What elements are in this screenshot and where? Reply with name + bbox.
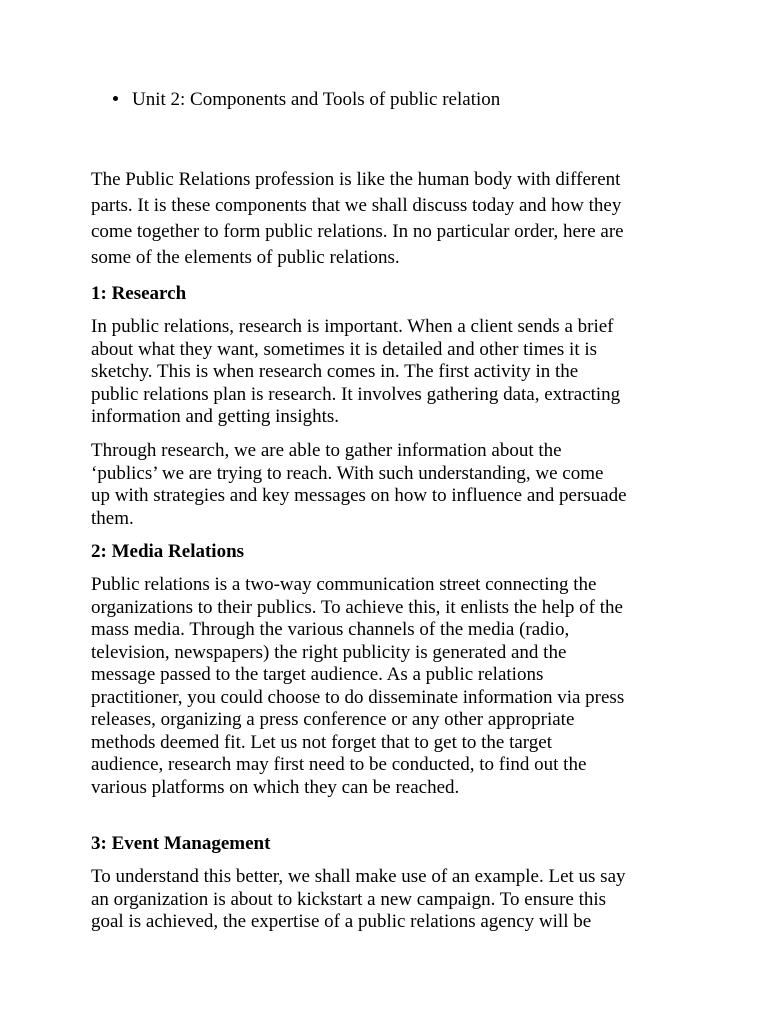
unit-bullet-item [113, 88, 500, 112]
text-line: mass media. Through the various channels of the media (radio, [91, 619, 570, 640]
text-line: an organization is about to kickstart a new campaign. To ensure this [91, 888, 607, 910]
text-line: information and getting insights. [91, 406, 340, 427]
text-line: practitioner, you could choose to do disseminate information via press [91, 686, 625, 708]
text-line: Through research, we are able to gather information about the [91, 440, 562, 461]
research-paragraph-2 [91, 440, 681, 530]
text-line: In public relations, research is important. When a client sends a brief [91, 316, 614, 337]
unit-heading: Unit 2: Components and Tools of public relation [132, 89, 501, 110]
event-management-paragraph [91, 866, 681, 934]
text-line: them. [91, 507, 134, 529]
text-line: audience, research may first need to be conducted, to find out the [91, 754, 587, 775]
section-heading-event-management: 3: Event Management [91, 833, 271, 854]
text-line: goal is achieved, the expertise of a public relations agency will be [91, 911, 592, 932]
section-heading-research: 1: Research [91, 283, 187, 304]
text-line: some of the elements of public relations. [91, 247, 400, 268]
text-line: To understand this better, we shall make use of an example. Let us say [91, 866, 626, 887]
text-line: message passed to the target audience. As a public relations [91, 664, 544, 685]
text-line: come together to form public relations. In no particular order, here are [91, 221, 624, 242]
text-line: organizations to their publics. To achieve this, it enlists the help of the [91, 596, 623, 618]
text-line: sketchy. This is when research comes in. The first activity in the [91, 361, 579, 382]
text-line: about what they want, sometimes it is detailed and other times it is [91, 338, 598, 360]
media-relations-paragraph [91, 574, 681, 799]
text-line: television, newspapers) the right publicity is generated and the [91, 641, 567, 663]
text-line: ‘publics’ we are trying to reach. With such understanding, we come [91, 462, 604, 484]
intro-paragraph [91, 167, 681, 271]
text-line: public relations plan is research. It involves gathering data, extracting [91, 383, 621, 405]
text-line: parts. It is these components that we shall discuss today and how they [91, 195, 622, 216]
text-line: various platforms on which they can be reached. [91, 776, 460, 798]
text-line: methods deemed fit. Let us not forget that to get to the target [91, 731, 552, 753]
text-line: The Public Relations profession is like the human body with different [91, 169, 621, 190]
text-line: Public relations is a two-way communication street connecting the [91, 574, 597, 595]
text-line: releases, organizing a press conference or any other appropriate [91, 709, 575, 730]
bullet-icon [113, 96, 118, 101]
section-heading-media-relations: 2: Media Relations [91, 541, 245, 562]
text-line: up with strategies and key messages on how to influence and persuade [91, 485, 627, 506]
research-paragraph-1 [91, 316, 681, 429]
